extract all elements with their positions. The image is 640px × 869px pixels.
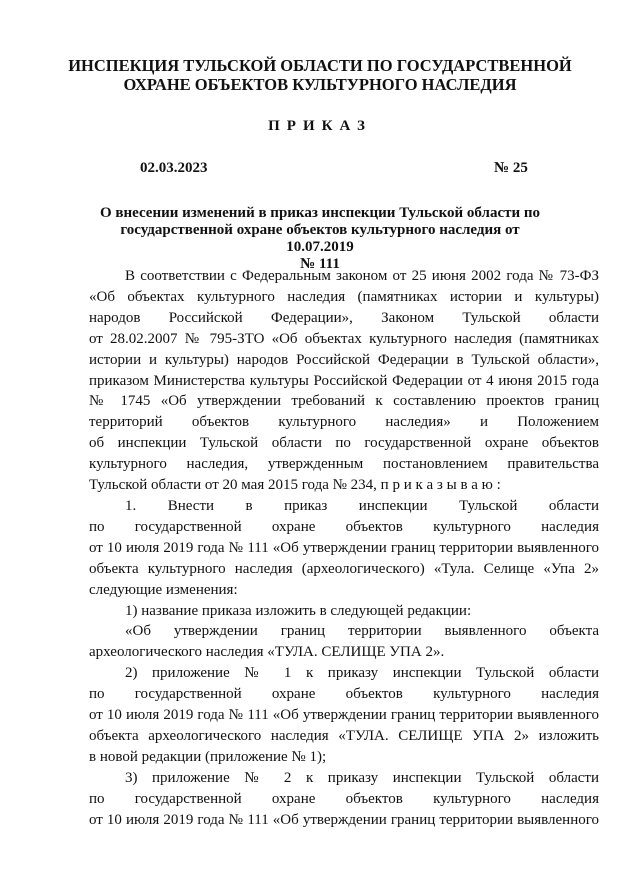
body-line: объекта культурного наследия (археологического) «Тула. Селище «Упа 2»: [89, 560, 599, 577]
body-line: культурного наследия, утвержденным постановлением правительства: [89, 456, 599, 473]
body-line: 1. Внести в приказ инспекции Тульской области: [125, 497, 599, 514]
document-type-title: ПРИКАЗ: [268, 118, 372, 134]
body-line: Тульской области от 20 мая 2015 года № 234, п р и к а з ы в а ю :: [89, 477, 501, 494]
subject-line-1: О внесении изменений в приказ инспекции Тульской области по: [99, 205, 541, 221]
body-line: № 1745 «Об утверждении требований к составлению проектов границ: [89, 393, 599, 410]
body-line: истории и культуры) народов Российской Федерации в Тульской области»,: [89, 351, 599, 368]
body-line: от 28.02.2007 № 795-ЗТО «Об объектах культурного наследия (памятниках: [89, 330, 599, 347]
document-body: [89, 266, 599, 830]
body-line: от 10 июля 2019 года № 111 «Об утверждении границ территории выявленного: [89, 539, 599, 556]
document-number: № 25: [494, 160, 528, 176]
organization-header: [60, 56, 580, 94]
body-line: 3) приложение № 2 к приказу инспекции Тульской области: [125, 769, 599, 786]
body-line: в новой редакции (приложение № 1);: [89, 748, 327, 765]
body-line: 1) название приказа изложить в следующей редакции:: [125, 602, 472, 619]
body-line: об инспекции Тульской области по государственной охране объектов: [89, 435, 599, 452]
subject-line-3: № 111: [300, 256, 340, 272]
body-line: по государственной охране объектов культурного наследия: [89, 686, 599, 703]
document-subject: [85, 205, 555, 273]
body-line: народов Российской Федерации», Законом Тульской области: [89, 309, 599, 326]
body-line: объекта археологического наследия «ТУЛА. СЕЛИЩЕ УПА 2» изложить: [89, 727, 599, 744]
body-line: В соответствии с Федеральным законом от 25 июня 2002 года № 73-ФЗ: [125, 268, 599, 284]
body-line: следующие изменения:: [89, 581, 238, 598]
body-line: приказом Министерства культуры Российской Федерации от 4 июня 2015 года: [89, 372, 599, 389]
body-line: территорий объектов культурного наследия» и Положением: [89, 414, 599, 431]
body-line: «Об утверждении границ территории выявленного объекта: [125, 623, 599, 640]
body-line: от 10 июля 2019 года № 111 «Об утверждении границ территории выявленного: [89, 707, 599, 724]
document-date: 02.03.2023: [140, 160, 208, 176]
body-line: археологического наследия «ТУЛА. СЕЛИЩЕ УПА 2».: [89, 644, 445, 661]
body-line: по государственной охране объектов культурного наследия: [89, 790, 599, 807]
body-line: «Об объектах культурного наследия (памятниках истории и культуры): [89, 288, 599, 305]
body-line: по государственной охране объектов культурного наследия: [89, 518, 599, 535]
body-line: 2) приложение № 1 к приказу инспекции Тульской области: [125, 665, 599, 682]
header-line-2: ОХРАНЕ ОБЪЕКТОВ КУЛЬТУРНОГО НАСЛЕДИЯ: [123, 75, 517, 94]
header-line-1: ИНСПЕКЦИЯ ТУЛЬСКОЙ ОБЛАСТИ ПО ГОСУДАРСТВЕННОЙ: [68, 56, 572, 75]
body-line: от 10 июля 2019 года № 111 «Об утверждении границ территории выявленного: [89, 811, 599, 828]
subject-line-2: государственной охране объектов культурного наследия от 10.07.2019: [120, 222, 520, 255]
